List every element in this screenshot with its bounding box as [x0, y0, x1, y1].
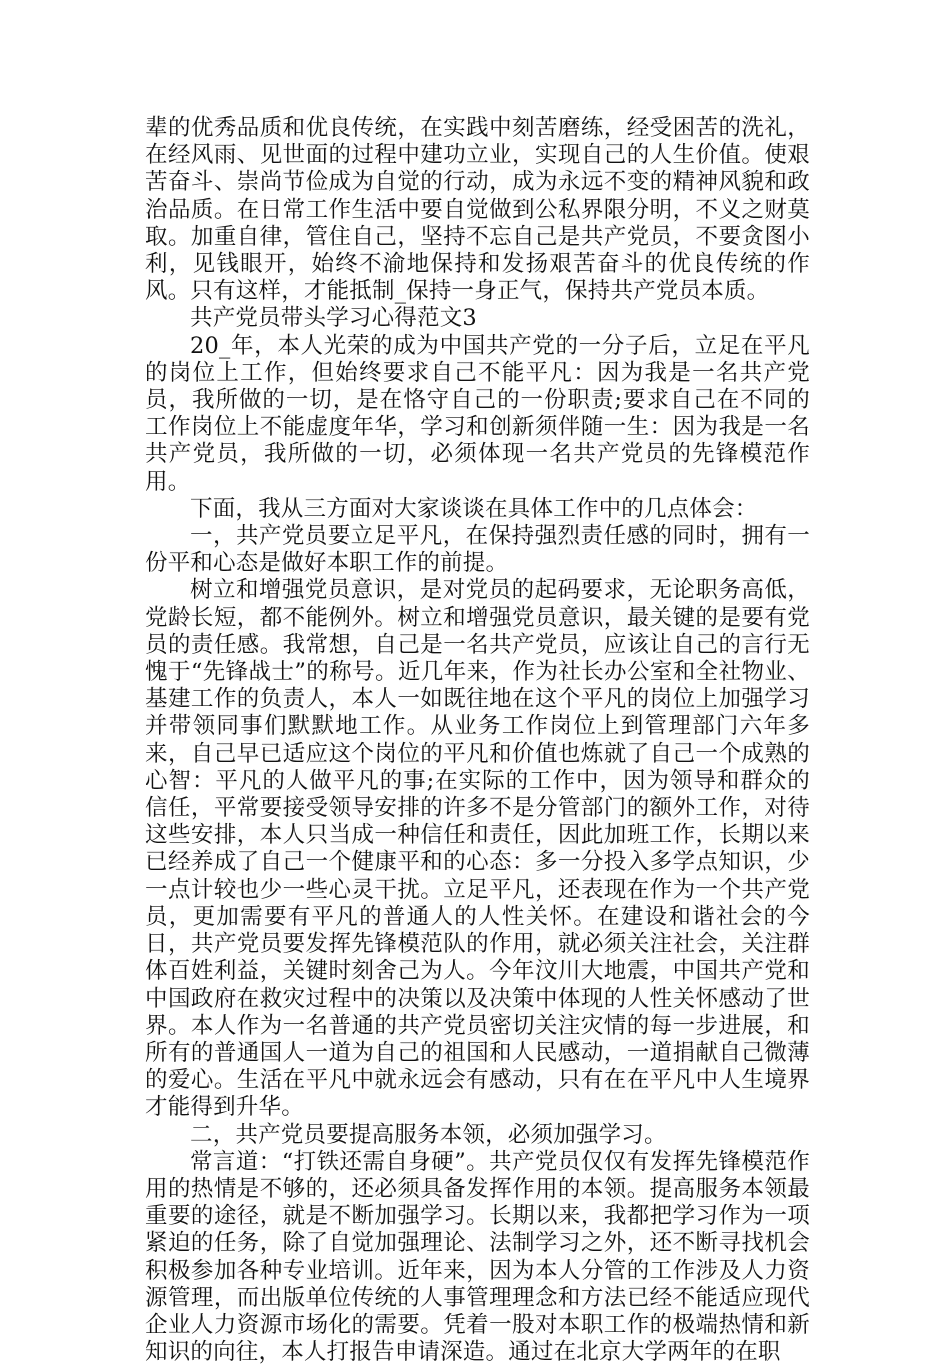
document-page: [145, 115, 810, 1366]
paragraph-8: 常言道：“打铁还需自身硬”。共产党员仅仅有发挥先锋模范作用的热情是不够的，还必须具备发挥作用的本领。提高服务本领最重要的途径，就是不断加强学习。长期以来，我都把学习作为一项紧迫的任务，除了自觉加强理论、法制学习之外，还不断寻找机会积极参加各种专业培训。近年来，因为本人分管的工作涉及人力资源管理，而出版单位传统的人事管理理念和方法已经不能适应现代企业人力资源市场化的需要。凭着一股对本职工作的极端热情和新知识的向往，本人打报告申请深造。通过在北京大学两年的在职: [145, 1148, 810, 1366]
paragraph-4: 下面，我从三方面对大家谈谈在具体工作中的几点体会：: [190, 495, 758, 522]
paragraph-1: 辈的优秀品质和优良传统，在实践中刻苦磨练，经受困苦的洗礼，在经风雨、见世面的过程中建功立业，实现自己的人生价值。使艰苦奋斗、崇尚节俭成为自觉的行动，成为永远不变的精神风貌和政治品质。在日常工作生活中要自觉做到公私界限分明，不义之财莫取。加重自律，管住自己，坚持不忘自己是共产党员，不要贪图小利，见钱眼开，始终不渝地保持和发扬艰苦奋斗的优良传统的作风。只有这样，才能抵制_保持一身正气，保持共产党员本质。: [145, 115, 810, 305]
paragraph-5: 一，共产党员要立足平凡，在保持强烈责任感的同时，拥有一份平和心态是做好本职工作的前提。: [145, 523, 810, 577]
paragraph-3: 20_年，本人光荣的成为中国共产党的一分子后，立足在平凡的岗位上工作，但始终要求自己不能平凡：因为我是一名共产党员，我所做的一切，是在恪守自己的一份职责;要求自己在不同的工作岗位上不能虚度年华，学习和创新须伴随一生：因为我是一名共产党员，我所做的一切，必须体现一名共产党员的先锋模范作用。: [145, 332, 810, 495]
paragraph-7: 二，共产党员要提高服务本领，必须加强学习。: [190, 1121, 667, 1148]
section-heading: 共产党员带头学习心得范文3: [190, 305, 477, 332]
paragraph-6: 树立和增强党员意识，是对党员的起码要求，无论职务高低，党龄长短，都不能例外。树立和增强党员意识，最关键的是要有党员的责任感。我常想，自己是一名共产党员，应该让自己的言行无愧于“先锋战士”的称号。近几年来，作为社长办公室和全社物业、基建工作的负责人，本人一如既往地在这个平凡的岗位上加强学习并带领同事们默默地工作。从业务工作岗位上到管理部门六年多来，自己早已适应这个岗位的平凡和价值也炼就了自己一个成熟的心智：平凡的人做平凡的事;在实际的工作中，因为领导和群众的信任，平常要接受领导安排的许多不是分管部门的额外工作，对待这些安排，本人只当成一种信任和责任，因此加班工作，长期以来已经养成了自己一个健康平和的心态：多一分投入多学点知识，少一点计较也少一些心灵干扰。立足平凡，还表现在作为一个共产党员，更加需要有平凡的普通人的人性关怀。在建设和谐社会的今日，共产党员要发挥先锋模范队的作用，就必须关注社会，关注群体百姓利益，关键时刻舍己为人。今年汶川大地震，中国共产党和中国政府在救灾过程中的决策以及决策中体现的人性关怀感动了世界。本人作为一名普通的共产党员密切关注灾情的每一步进展，和所有的普通国人一道为自己的祖国和人民感动，一道捐献自己微薄的爱心。生活在平凡中就永远会有感动，只有在在平凡中人生境界才能得到升华。: [145, 577, 810, 1121]
